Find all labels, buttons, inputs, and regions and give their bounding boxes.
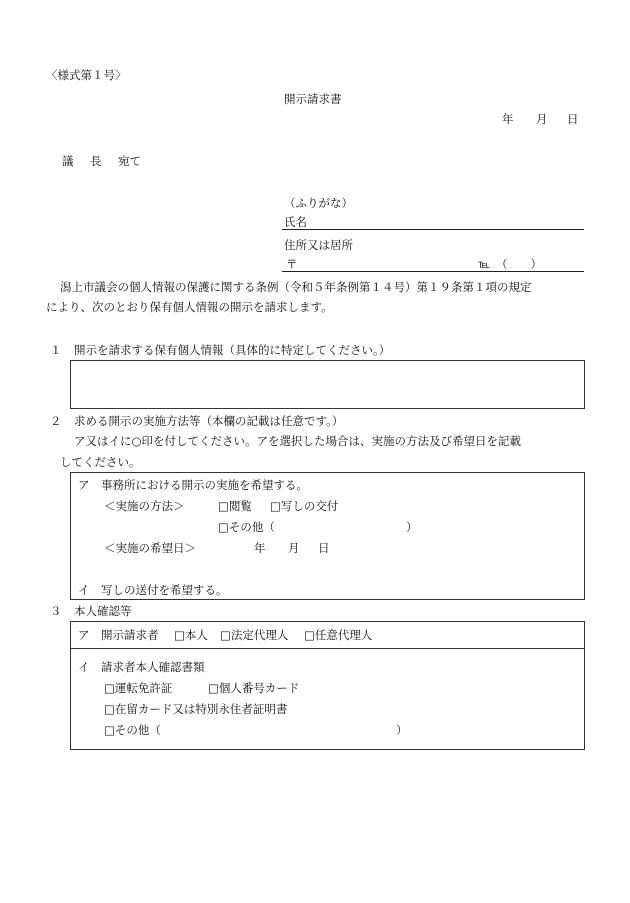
section2-title: 求める開示の実施方法等（本欄の記載は任意です。）: [74, 414, 344, 428]
doc-other-close: ）: [396, 723, 408, 737]
wish-year-label: 年: [254, 541, 266, 555]
section1-number: １: [50, 343, 62, 357]
option-b-mail[interactable]: イ 写しの送付を希望する。: [78, 583, 228, 597]
intro-line-2: により、次のとおり保有個人情報の開示を請求します。: [46, 300, 333, 314]
name-underline[interactable]: [282, 229, 584, 230]
address-label: 住所又は居所: [284, 238, 353, 252]
furigana-label: （ふりがな）: [284, 196, 353, 210]
doc-residence-checkbox[interactable]: □在留カード又は特別永住者証明書: [104, 702, 288, 716]
requester-legal-checkbox[interactable]: □法定代理人: [220, 628, 289, 642]
date-day-label: 日: [567, 112, 579, 126]
page-title: 開示請求書: [284, 92, 342, 106]
tel-label: ℡: [478, 257, 491, 271]
requester-self-checkbox[interactable]: □本人: [174, 628, 208, 642]
option-a-office[interactable]: ア 事務所における開示の実施を希望する。: [78, 478, 308, 492]
addressee-honorific: 宛て: [118, 154, 141, 168]
addressee-char-1: 議: [62, 154, 74, 168]
method-other-checkbox[interactable]: □その他（: [218, 520, 275, 534]
method-other-close: ）: [406, 520, 418, 534]
date-month-label: 月: [536, 112, 548, 126]
doc-other-checkbox[interactable]: □その他（: [104, 723, 161, 737]
section1-title: 開示を請求する保有個人情報（具体的に特定してください。）: [74, 343, 391, 357]
form-number: 〈様式第１号〉: [46, 68, 127, 82]
section2-note-line-2: してください。: [60, 455, 141, 469]
identity-divider: [70, 648, 585, 649]
postal-mark: 〒: [286, 257, 298, 271]
section3-number: ３: [50, 604, 62, 618]
method-view-checkbox[interactable]: □閲覧: [218, 499, 252, 513]
doc-mynumber-checkbox[interactable]: □個人番号カード: [208, 681, 300, 695]
personal-info-field[interactable]: [70, 360, 585, 409]
requester-voluntary-checkbox[interactable]: □任意代理人: [304, 628, 373, 642]
section3-title: 本人確認等: [74, 604, 132, 618]
section2-number: ２: [50, 414, 62, 428]
name-label: 氏名: [284, 215, 307, 229]
method-copy-checkbox[interactable]: □写しの交付: [270, 499, 339, 513]
identity-docs-label: イ 請求者本人確認書類: [78, 660, 205, 674]
section2-note-line-1: ア又はイに○印を付してください。アを選択した場合は、実施の方法及び希望日を記載: [74, 434, 522, 448]
intro-line-1: 潟上市議会の個人情報の保護に関する条例（令和５年条例第１４号）第１９条第１項の規定: [60, 280, 532, 294]
date-year-label: 年: [502, 112, 514, 126]
addressee-char-2: 長: [90, 154, 102, 168]
date-wish-label: ＜実施の希望日＞: [104, 541, 196, 555]
method-label: ＜実施の方法＞: [104, 499, 185, 513]
requester-label: ア 開示請求者: [78, 628, 159, 642]
doc-license-checkbox[interactable]: □運転免許証: [104, 681, 173, 695]
wish-day-label: 日: [318, 541, 330, 555]
tel-parens: （ ）: [496, 257, 542, 271]
address-underline[interactable]: [282, 271, 584, 272]
wish-month-label: 月: [288, 541, 300, 555]
